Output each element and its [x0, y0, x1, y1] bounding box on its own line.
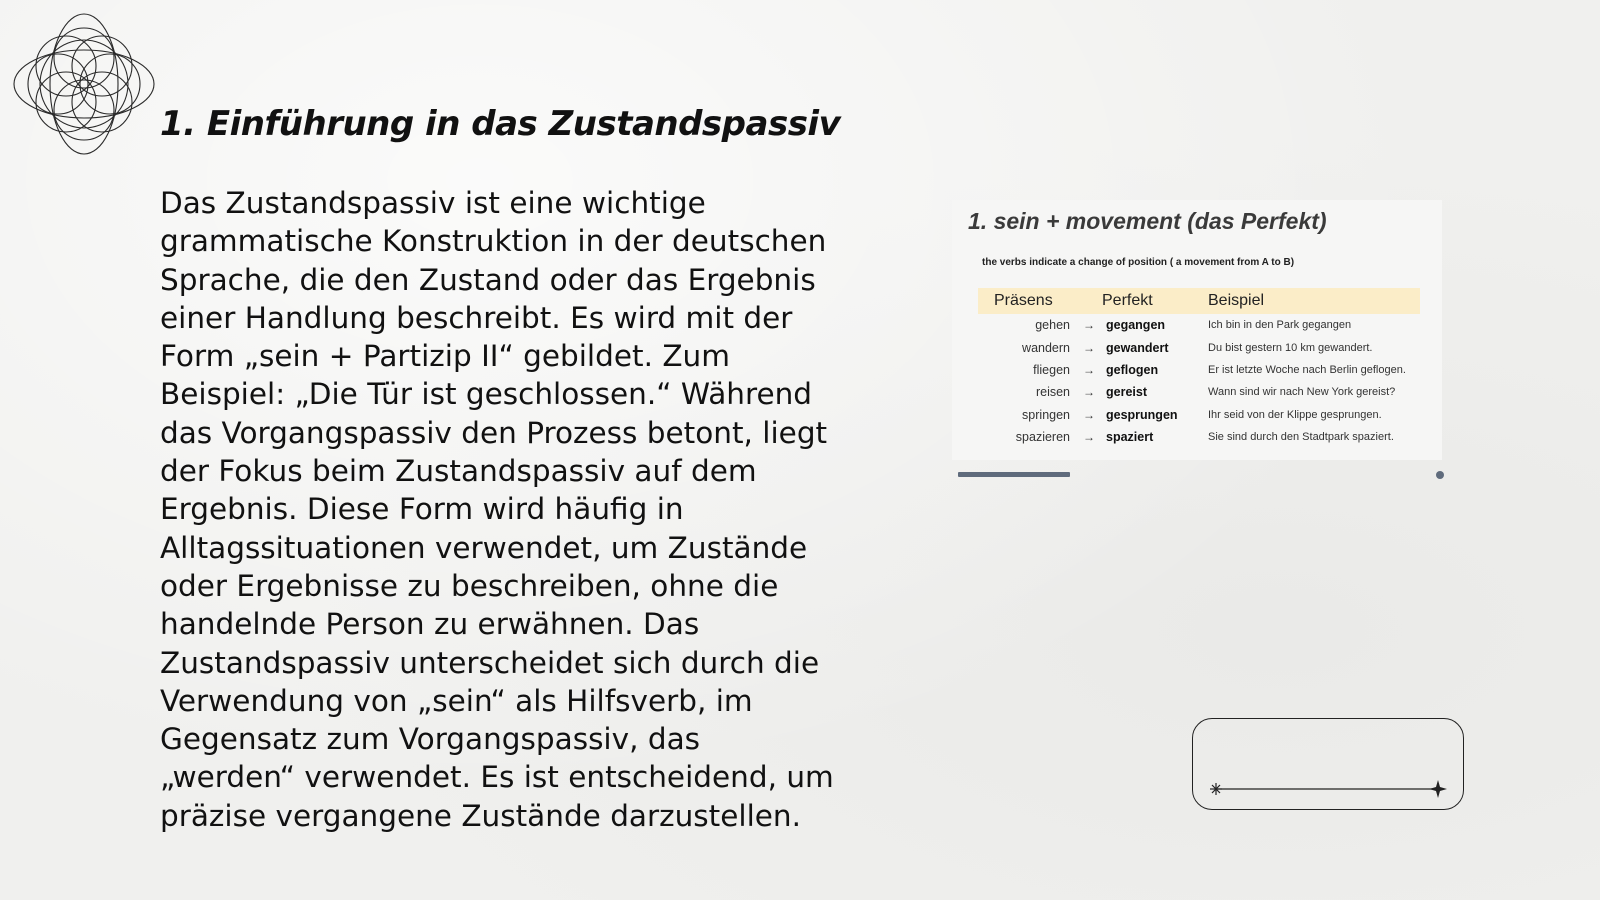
accent-bar — [958, 472, 1070, 477]
table-image-title: 1. sein + movement (das Perfekt) — [968, 208, 1327, 234]
table-row — [978, 359, 1420, 381]
slide-body-text: Das Zustandspassiv ist eine wichtige grammatische Konstruktion in der deutschen Sprache, die den Zustand oder das Ergebnis einer Handlung beschreibt. Es wird mit der Form „sein + Partizip II“ gebildet. Zum Beispiel: „Die Tür ist geschlossen.“ Während das Vorgangspassiv den Prozess betont, liegt der Fokus beim Zustandspassiv auf dem Ergebnis. Diese Form wird häufig in Alltagssituationen verwendet, um Zustände oder Ergebnisse zu beschreiben, ohne die handelnde Person zu erwähnen. Das Zustandspassiv unterscheidet sich durch die Verwendung von „sein“ als Hilfsverb, im Gegensatz zum Vorgangspassiv, das „werden“ verwendet. Es ist entscheidend, um präzise vergangene Zustände darzustellen. — [160, 186, 834, 833]
arrow-right-icon: → — [1083, 318, 1095, 333]
cell-praesens: springen — [1022, 407, 1070, 422]
verb-table — [978, 288, 1420, 448]
table-row — [978, 314, 1420, 336]
cell-praesens: spazieren — [1015, 430, 1070, 445]
cell-perfekt: gereist — [1106, 385, 1147, 400]
column-header-arrow-spacer — [1076, 288, 1102, 314]
cell-praesens: reisen — [1035, 385, 1070, 400]
cell-perfekt: gegangen — [1106, 318, 1166, 333]
arrow-right-icon: → — [1083, 362, 1095, 377]
cell-beispiel: Du bist gestern 10 km gewandert. — [1208, 341, 1373, 354]
arrow-right-icon: → — [1083, 430, 1095, 445]
sparkle-burst-icon — [1210, 783, 1222, 795]
table-header-row — [978, 288, 1420, 314]
cell-praesens: fliegen — [1033, 362, 1070, 377]
four-point-star-icon — [1429, 780, 1447, 798]
table-row — [978, 336, 1420, 358]
arrow-right-icon: → — [1083, 407, 1095, 422]
arrow-right-icon: → — [1083, 385, 1095, 400]
cell-beispiel: Sie sind durch den Stadtpark spaziert. — [1208, 431, 1394, 444]
column-header-perfekt: Perfekt — [1102, 288, 1208, 314]
slide-title: 1. Einführung in das Zustandspassiv — [160, 104, 841, 144]
arrow-right-icon: → — [1083, 340, 1095, 355]
table-row — [978, 404, 1420, 426]
decorative-line — [1206, 780, 1456, 810]
table-image-subtitle: the verbs indicate a change of position ( a movement from A to B) — [982, 257, 1295, 268]
accent-dot — [1436, 471, 1444, 479]
cell-perfekt: spaziert — [1106, 430, 1154, 445]
cell-perfekt: gesprungen — [1106, 407, 1178, 422]
rosette-circles-icon — [10, 10, 158, 158]
table-row — [978, 381, 1420, 403]
cell-beispiel: Wann sind wir nach New York gereist? — [1208, 386, 1396, 399]
cell-praesens: gehen — [1035, 318, 1070, 333]
cell-perfekt: gewandert — [1106, 340, 1169, 355]
cell-beispiel: Er ist letzte Woche nach Berlin geflogen. — [1208, 363, 1406, 376]
column-header-praesens: Präsens — [978, 288, 1076, 314]
cell-praesens: wandern — [1022, 340, 1070, 355]
column-header-beispiel: Beispiel — [1208, 288, 1420, 314]
cell-beispiel: Ihr seid von der Klippe gesprungen. — [1208, 408, 1382, 421]
table-row — [978, 426, 1420, 448]
cell-beispiel: Ich bin in den Park gegangen — [1208, 319, 1352, 332]
cell-perfekt: geflogen — [1106, 362, 1159, 377]
perfekt-table-image — [952, 200, 1442, 460]
